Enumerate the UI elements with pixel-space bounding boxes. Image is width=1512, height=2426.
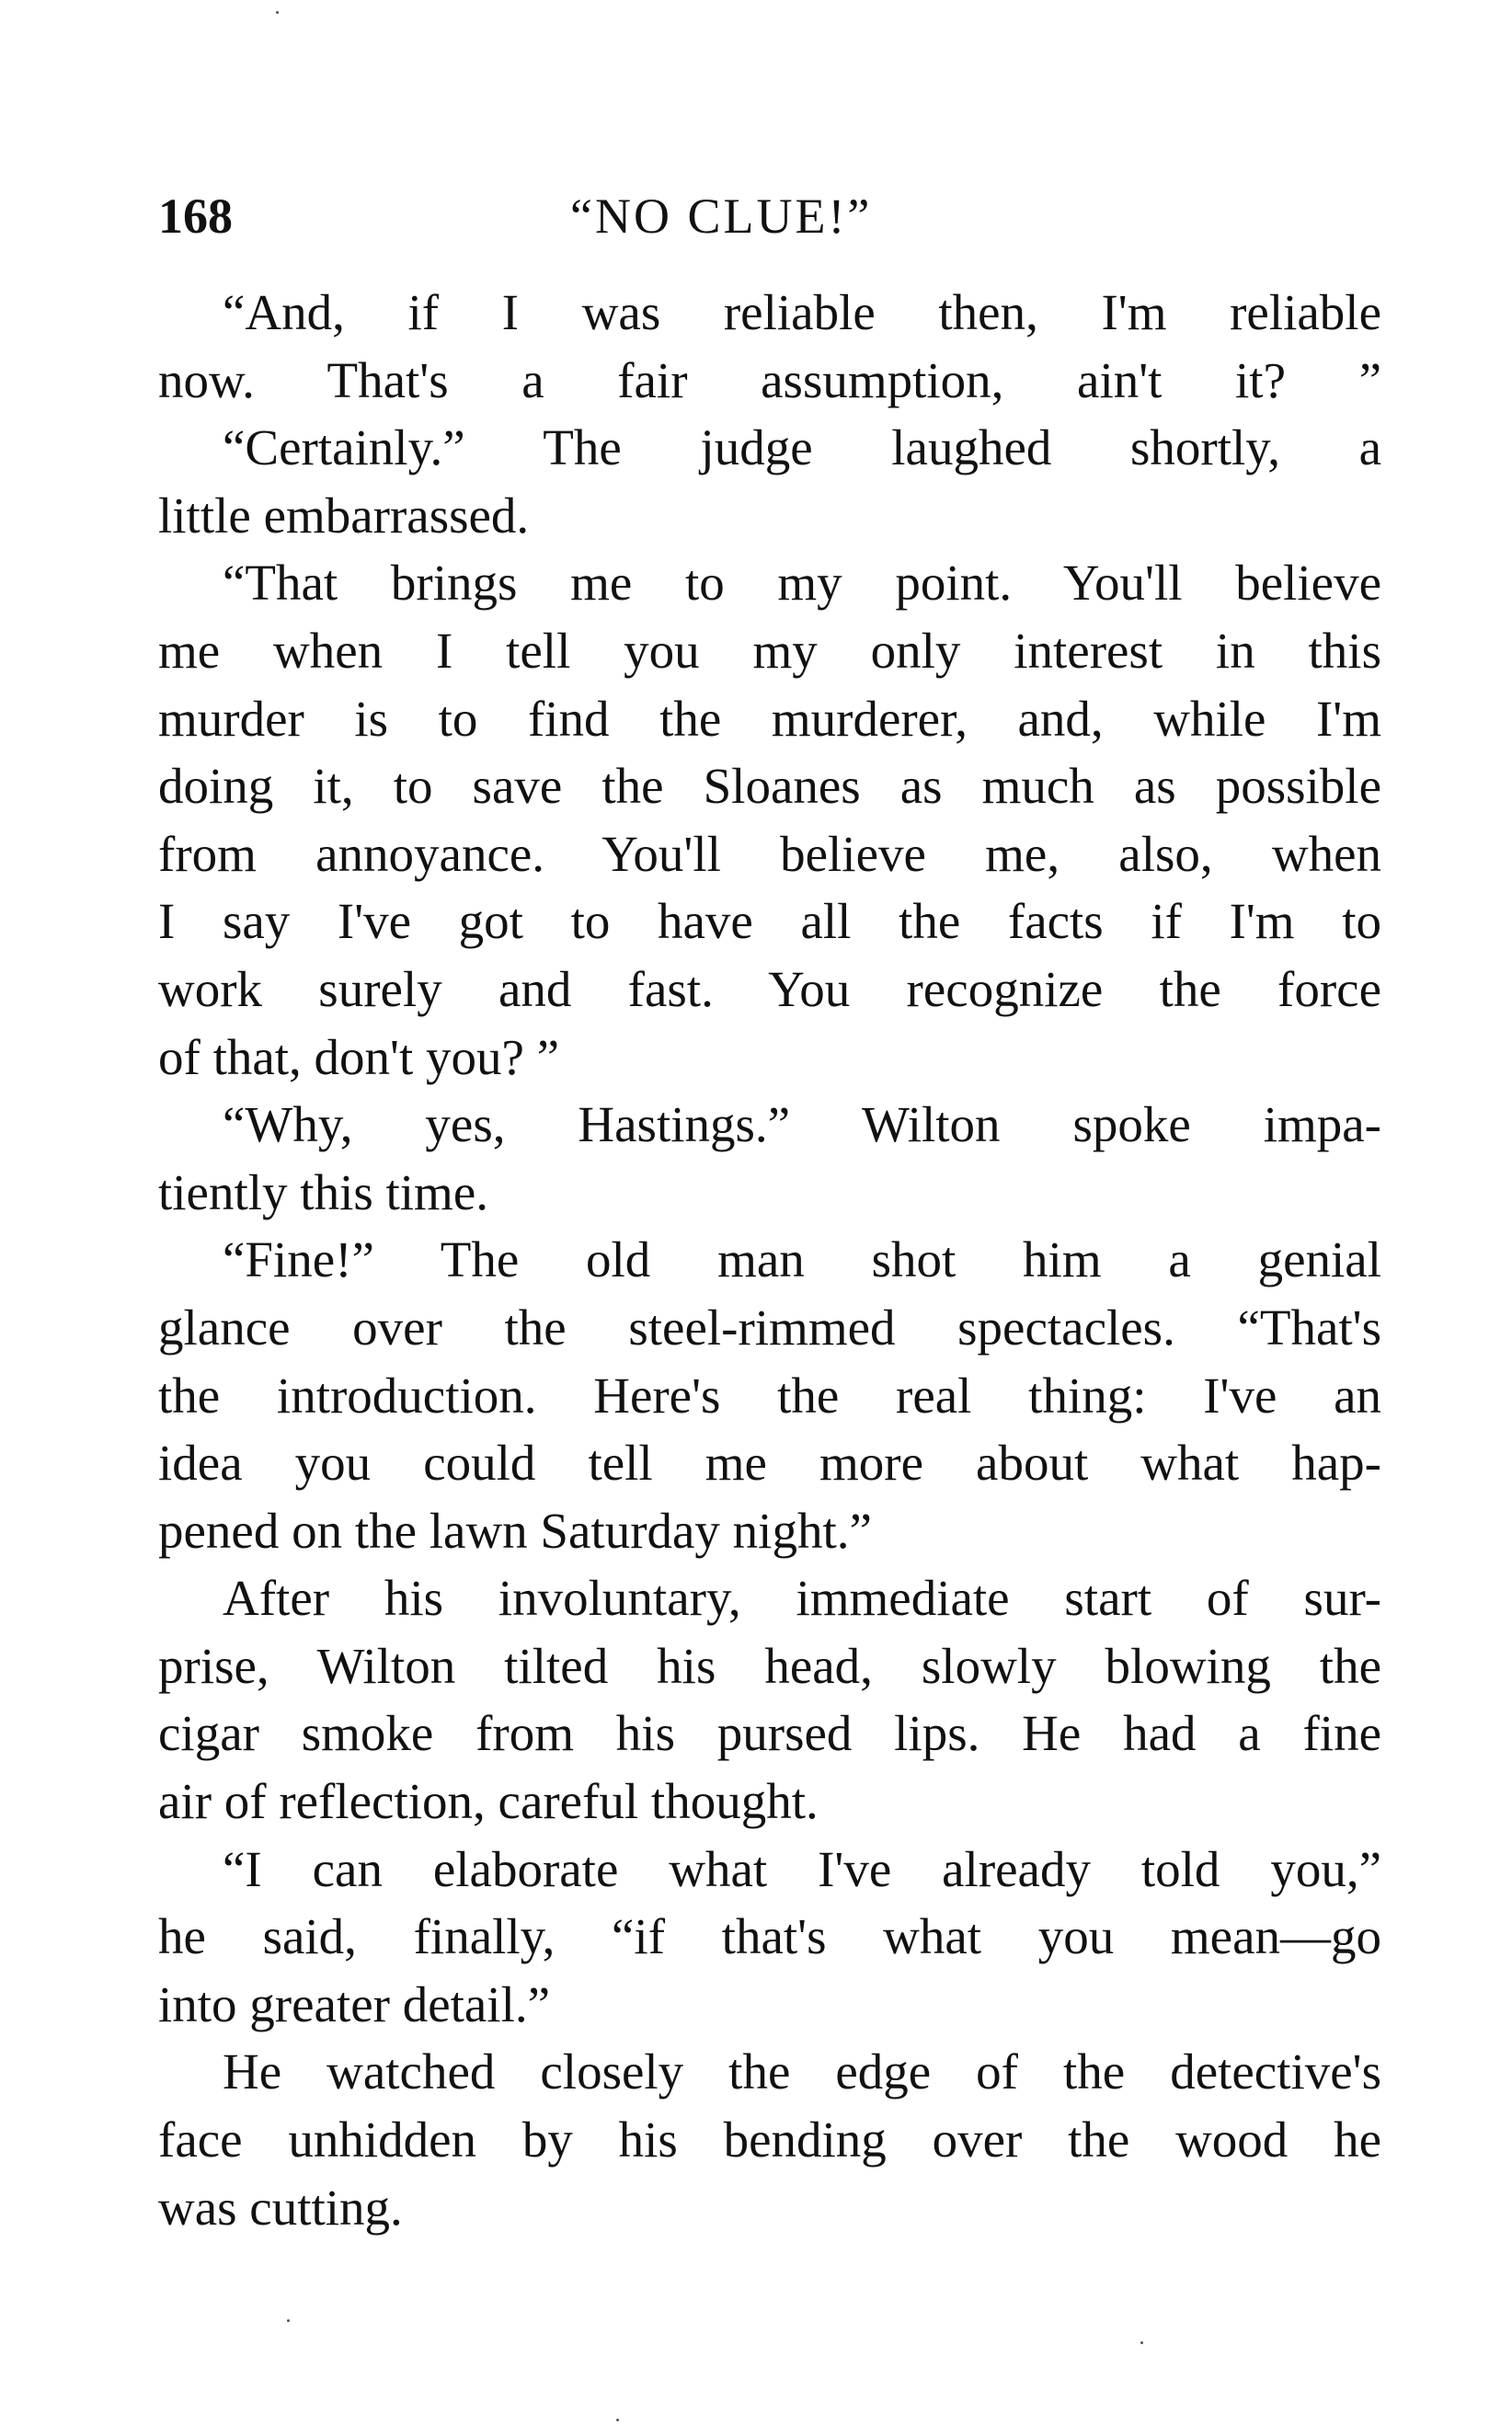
text-line: “That brings me to my point. You'll believe: [223, 555, 1381, 612]
text-line: tiently this time.: [158, 1163, 489, 1220]
running-title: “NO CLUE!”: [570, 189, 873, 244]
text-line: He watched closely the edge of the detective's: [223, 2043, 1381, 2100]
body-text: [158, 279, 1381, 2241]
page-number: 168: [158, 189, 233, 244]
text-line: “Fine!” The old man shot him a genial: [223, 1231, 1381, 1288]
text-line: pened on the lawn Saturday night.”: [158, 1502, 872, 1559]
text-line: prise, Wilton tilted his head, slowly blowing the: [158, 1637, 1381, 1694]
print-speck: [276, 11, 279, 14]
text-line: glance over the steel-rimmed spectacles. “That's: [158, 1299, 1381, 1356]
text-line: After his involuntary, immediate start of sur-: [223, 1570, 1381, 1627]
print-speck: [1140, 2341, 1143, 2344]
text-line: “I can elaborate what I've already told you,”: [223, 1840, 1381, 1897]
text-line: little embarrassed.: [158, 486, 530, 544]
text-line: face unhidden by his bending over the wood he: [158, 2111, 1381, 2169]
text-line: me when I tell you my only interest in this: [158, 622, 1381, 679]
text-line: he said, finally, “if that's what you mean—go: [158, 1908, 1381, 1965]
text-line: now. That's a fair assumption, ain't it? ”: [158, 351, 1381, 408]
print-speck: [616, 2419, 619, 2421]
print-speck: [287, 2319, 290, 2322]
text-line: murder is to find the murderer, and, while I'm: [158, 690, 1381, 747]
text-line: was cutting.: [158, 2179, 403, 2236]
text-line: doing it, to save the Sloanes as much as possible: [158, 758, 1381, 815]
page-header: [158, 184, 1381, 248]
text-line: into greater detail.”: [158, 1975, 551, 2032]
text-line: air of reflection, careful thought.: [158, 1773, 819, 1830]
text-line: the introduction. Here's the real thing: I've an: [158, 1367, 1381, 1424]
text-line: I say I've got to have all the facts if I'm to: [158, 893, 1381, 950]
text-line: cigar smoke from his pursed lips. He had a fine: [158, 1705, 1381, 1762]
text-line: idea you could tell me more about what hap-: [158, 1435, 1381, 1492]
text-line: “Certainly.” The judge laughed shortly, a: [223, 419, 1381, 476]
text-line: of that, don't you? ”: [158, 1028, 560, 1085]
text-line: from annoyance. You'll believe me, also, when: [158, 825, 1381, 882]
text-line: work surely and fast. You recognize the force: [158, 960, 1381, 1017]
text-line: “And, if I was reliable then, I'm reliable: [223, 284, 1381, 340]
text-line: “Why, yes, Hastings.” Wilton spoke impa-: [223, 1096, 1381, 1153]
